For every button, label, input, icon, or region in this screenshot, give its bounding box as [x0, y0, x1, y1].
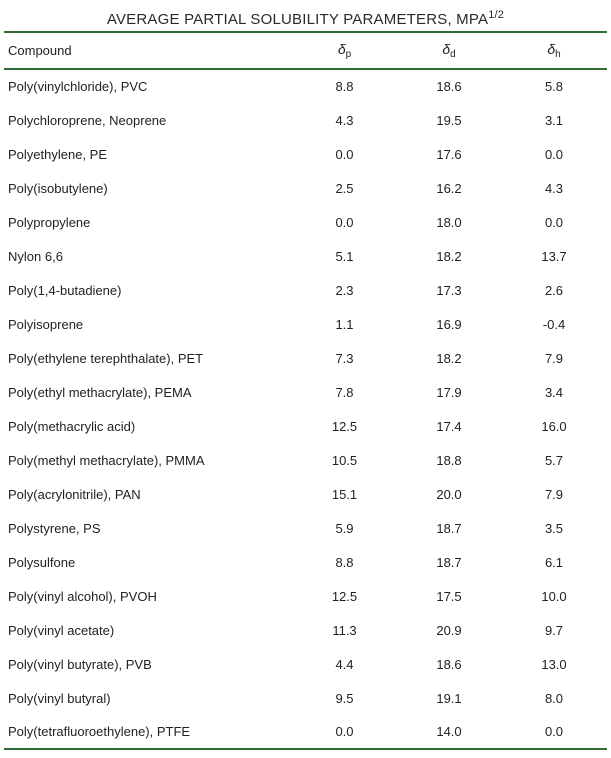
delta-h-cell: 16.0	[541, 418, 567, 434]
header-delta-p-symbol: δ	[337, 41, 346, 57]
compound-cell: Poly(ethylene terephthalate), PET	[8, 350, 204, 366]
delta-d-cell: 18.8	[436, 452, 462, 468]
table-title	[4, 0, 607, 31]
delta-p-cell: 7.8	[335, 384, 354, 400]
delta-h-cell: 7.9	[544, 350, 564, 366]
header-delta-p-sub: p	[345, 49, 352, 60]
compound-cell: Poly(acrylonitrile), PAN	[8, 486, 141, 502]
delta-h-cell: 7.9	[544, 486, 564, 502]
table-row	[4, 307, 607, 341]
delta-d-cell: 17.3	[436, 282, 462, 298]
delta-d-cell: 17.6	[436, 146, 462, 162]
compound-cell: Poly(methyl methacrylate), PMMA	[8, 452, 205, 468]
delta-h-cell: 0.0	[544, 146, 564, 162]
header-compound: Compound	[4, 32, 292, 69]
table-row	[4, 137, 607, 171]
delta-d-cell: 16.9	[436, 316, 462, 332]
table-row	[4, 579, 607, 613]
delta-d-cell: 17.5	[436, 588, 462, 604]
table-row	[4, 443, 607, 477]
delta-d-cell: 19.5	[436, 112, 462, 128]
compound-cell: Poly(vinyl acetate)	[8, 622, 115, 638]
delta-h-cell: 2.6	[544, 282, 564, 298]
compound-cell: Polyisoprene	[8, 316, 84, 332]
compound-cell: Polystyrene, PS	[8, 520, 101, 536]
table-row	[4, 69, 607, 103]
delta-h-cell: 0.0	[501, 715, 607, 749]
delta-p-cell: 0.0	[335, 146, 354, 162]
table-row	[4, 239, 607, 273]
delta-h-cell: 4.3	[544, 180, 564, 196]
delta-p-cell: 2.5	[335, 180, 354, 196]
table-body	[4, 69, 607, 749]
table-row	[4, 545, 607, 579]
table-row	[4, 375, 607, 409]
delta-d-cell: 17.4	[436, 418, 462, 434]
delta-d-cell: 17.9	[436, 384, 462, 400]
delta-d-cell: 18.2	[436, 248, 462, 264]
delta-h-cell: 3.1	[544, 112, 564, 128]
delta-d-cell: 14.0	[397, 715, 501, 749]
compound-cell: Polypropylene	[8, 214, 91, 230]
delta-p-cell: 10.5	[331, 452, 358, 468]
solubility-table	[4, 31, 607, 750]
table-row	[4, 613, 607, 647]
header-delta-d	[397, 32, 501, 69]
compound-cell: Poly(vinyl butyral)	[8, 690, 111, 706]
header-delta-p	[292, 32, 397, 69]
delta-h-cell: -0.4	[542, 316, 566, 332]
delta-p-cell: 0.0	[335, 214, 354, 230]
delta-p-cell: 0.0	[292, 715, 397, 749]
table-row	[4, 273, 607, 307]
delta-p-cell: 4.4	[335, 656, 354, 672]
compound-cell: Polysulfone	[8, 554, 76, 570]
delta-p-cell: 8.8	[335, 554, 354, 570]
table-title-text: AVERAGE PARTIAL SOLUBILITY PARAMETERS, MPA	[106, 11, 489, 28]
table-title-superscript: 1/2	[488, 9, 505, 21]
delta-p-cell: 5.9	[335, 520, 354, 536]
delta-d-cell: 20.9	[436, 622, 462, 638]
table-row	[4, 409, 607, 443]
delta-p-cell: 5.1	[335, 248, 354, 264]
compound-cell: Poly(methacrylic acid)	[8, 418, 136, 434]
delta-h-cell: 8.0	[544, 690, 564, 706]
compound-cell: Polyethylene, PE	[8, 146, 108, 162]
header-row	[4, 32, 607, 69]
delta-h-cell: 13.7	[541, 248, 567, 264]
delta-p-cell: 7.3	[335, 350, 354, 366]
compound-cell: Polychloroprene, Neoprene	[8, 112, 167, 128]
table-row	[4, 681, 607, 715]
header-delta-d-sub: d	[450, 49, 456, 60]
delta-h-cell: 13.0	[541, 656, 567, 672]
delta-p-cell: 4.3	[335, 112, 354, 128]
delta-d-cell: 18.7	[436, 520, 462, 536]
delta-p-cell: 1.1	[335, 316, 354, 332]
delta-p-cell: 11.3	[332, 622, 357, 638]
delta-h-cell: 0.0	[544, 214, 564, 230]
delta-d-cell: 16.2	[436, 180, 462, 196]
table-row	[4, 715, 607, 749]
table-row	[4, 477, 607, 511]
delta-p-cell: 12.5	[331, 418, 358, 434]
delta-p-cell: 15.1	[331, 486, 358, 502]
compound-cell: Poly(vinylchloride), PVC	[8, 79, 148, 94]
table-row	[4, 511, 607, 545]
delta-d-cell: 19.1	[436, 690, 462, 706]
delta-h-cell: 5.8	[544, 79, 564, 94]
delta-p-cell: 12.5	[331, 588, 358, 604]
compound-cell: Poly(ethyl methacrylate), PEMA	[8, 384, 192, 400]
table-row	[4, 341, 607, 375]
delta-h-cell: 5.7	[544, 452, 564, 468]
compound-cell: Nylon 6,6	[8, 248, 63, 264]
table-row	[4, 103, 607, 137]
delta-p-cell: 2.3	[335, 282, 354, 298]
compound-cell: Poly(vinyl alcohol), PVOH	[8, 588, 157, 604]
header-delta-d-symbol: δ	[442, 41, 451, 57]
table-row	[4, 171, 607, 205]
table-row	[4, 205, 607, 239]
delta-d-cell: 18.6	[436, 79, 462, 94]
table-row	[4, 647, 607, 681]
header-delta-h-sub: h	[555, 49, 561, 60]
delta-p-cell: 9.5	[335, 690, 354, 706]
delta-d-cell: 18.6	[436, 656, 462, 672]
delta-h-cell: 9.7	[544, 622, 564, 638]
delta-d-cell: 20.0	[436, 486, 462, 502]
delta-h-cell: 3.4	[544, 384, 564, 400]
delta-d-cell: 18.7	[436, 554, 462, 570]
compound-cell: Poly(isobutylene)	[8, 180, 108, 196]
header-delta-h-symbol: δ	[547, 41, 556, 57]
delta-h-cell: 3.5	[544, 520, 564, 536]
delta-h-cell: 6.1	[544, 554, 564, 570]
compound-cell: Poly(vinyl butyrate), PVB	[8, 656, 152, 672]
delta-p-cell: 8.8	[335, 79, 354, 94]
header-delta-h	[501, 32, 607, 69]
delta-d-cell: 18.2	[436, 350, 462, 366]
compound-cell: Poly(tetrafluoroethylene), PTFE	[4, 715, 292, 749]
compound-cell: Poly(1,4-butadiene)	[8, 282, 122, 298]
table-header	[4, 32, 607, 69]
delta-d-cell: 18.0	[436, 214, 462, 230]
delta-h-cell: 10.0	[541, 588, 567, 604]
